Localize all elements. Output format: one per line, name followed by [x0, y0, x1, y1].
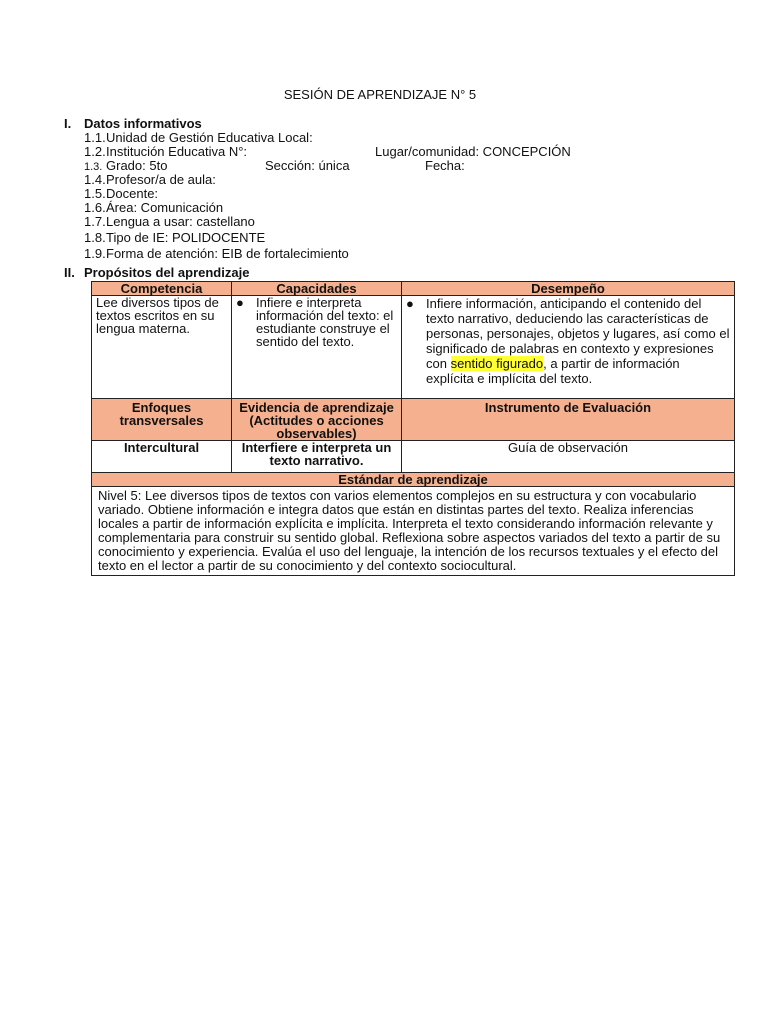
header-evidencia: Evidencia de aprendizaje (Actitudes o acciones observables): [232, 399, 402, 441]
info-item-text: Área: Comunicación: [106, 200, 224, 215]
table-row-competencia: [92, 296, 735, 399]
table-standard-header-row: [92, 473, 735, 487]
info-item-community: Lugar/comunidad: CONCEPCIÓN: [375, 144, 571, 159]
info-item-text: Profesor/a de aula:: [106, 172, 216, 187]
cell-desempeno: [402, 296, 735, 399]
header-instrumento: Instrumento de Evaluación: [402, 399, 735, 441]
desempeno-text: [426, 296, 730, 386]
section-1-title: Datos informativos: [84, 116, 202, 131]
info-item-1-2: [84, 144, 744, 158]
info-item-text: Forma de atención: EIB de fortalecimiento: [106, 246, 349, 261]
info-item-1-6: [84, 200, 744, 214]
info-item-number: 1.3.: [84, 161, 103, 173]
table-standard-row: [92, 487, 735, 576]
info-item-1-7: [84, 214, 744, 230]
desempeno-text-part: Infiere información, anticipando el contenido del texto narrativo, deduciendo las características de personas, personajes, objetos y lugares, así como el significado de palabras en contexto y expresiones con: [426, 296, 730, 371]
table-row-enfoque: [92, 441, 735, 473]
table-header-row: [92, 282, 735, 296]
document-title: SESIÓN DE APRENDIZAJE N° 5: [283, 87, 477, 102]
info-item-1-5: [84, 186, 744, 200]
info-item-number: 1.7.: [84, 214, 106, 229]
cell-competencia: Lee diversos tipos de textos escritos en su lengua materna.: [92, 296, 232, 399]
info-item-number: 1.8.: [84, 230, 106, 245]
info-item-1-9: [84, 246, 744, 262]
header-competencia: Competencia: [92, 282, 232, 296]
info-item-section: Sección: única: [265, 158, 350, 173]
info-item-1-4: [84, 172, 744, 186]
info-item-text: Tipo de IE: POLIDOCENTE: [106, 230, 266, 245]
info-item-1-8: [84, 230, 744, 246]
section-1-roman: I.: [64, 116, 72, 131]
table-header-row-2: [92, 399, 735, 441]
info-item-text: Lengua a usar: castellano: [106, 214, 255, 229]
info-item-number: 1.1.: [84, 130, 106, 145]
cell-capacidad: [232, 296, 402, 399]
info-item-number: 1.9.: [84, 246, 106, 261]
cell-enfoque: Intercultural: [92, 441, 232, 473]
desempeno-text-part: , a partir de información explícita e implícita del texto.: [426, 356, 680, 386]
purposes-table-wrapper: [91, 281, 734, 576]
info-item-number: 1.5.: [84, 186, 106, 201]
bullet-icon: ●: [236, 295, 244, 310]
desempeno-highlight: sentido figurado: [450, 356, 544, 371]
info-item-number: 1.2.: [84, 144, 106, 159]
info-item-text: Institución Educativa N°:: [106, 144, 248, 159]
section-2-roman: II.: [64, 265, 75, 280]
info-item-date: Fecha:: [425, 158, 465, 173]
section-2-title: Propósitos del aprendizaje: [84, 265, 250, 280]
capacidad-text: Infiere e interpreta información del texto: el estudiante construye el sentido del texto.: [256, 295, 394, 349]
section-2-heading: [64, 265, 249, 280]
cell-standard-text: Nivel 5: Lee diversos tipos de textos con varios elementos complejos en su estructura y con vocabulario variado. Obtiene información e integra datos que están en distintas partes del texto. Realiza inferencias locales a partir de información explícita e implícita. Interpreta el texto considerando información relevante y complementaria para construir su sentido global. Reflexiona sobre aspectos variados del texto a partir de su conocimiento y experiencia. Evalúa el uso del lenguaje, la intención de los recursos textuales y el efecto del texto en el lector a partir de su conocimiento y del contexto sociocultural.: [92, 487, 735, 576]
info-item-number: 1.4.: [84, 172, 106, 187]
header-estandar: Estándar de aprendizaje: [92, 473, 735, 487]
info-item-1-1: [84, 130, 744, 144]
header-enfoques: Enfoques transversales: [92, 399, 232, 441]
info-item-text: Grado: 5to: [106, 158, 168, 173]
bullet-icon: ●: [406, 296, 414, 311]
section-1-heading: [64, 116, 202, 131]
cell-evidencia: Interfiere e interpreta un texto narrativo.: [232, 441, 402, 473]
info-item-text: Unidad de Gestión Educativa Local:: [106, 130, 313, 145]
header-desempeno: Desempeño: [402, 282, 735, 296]
info-item-text: Docente:: [106, 186, 159, 201]
info-item-number: 1.6.: [84, 200, 106, 215]
cell-instrumento: Guía de observación: [402, 441, 735, 473]
info-item-1-3: [84, 158, 744, 172]
info-list: [84, 130, 744, 262]
header-capacidades: Capacidades: [232, 282, 402, 296]
purposes-table: [91, 281, 735, 576]
